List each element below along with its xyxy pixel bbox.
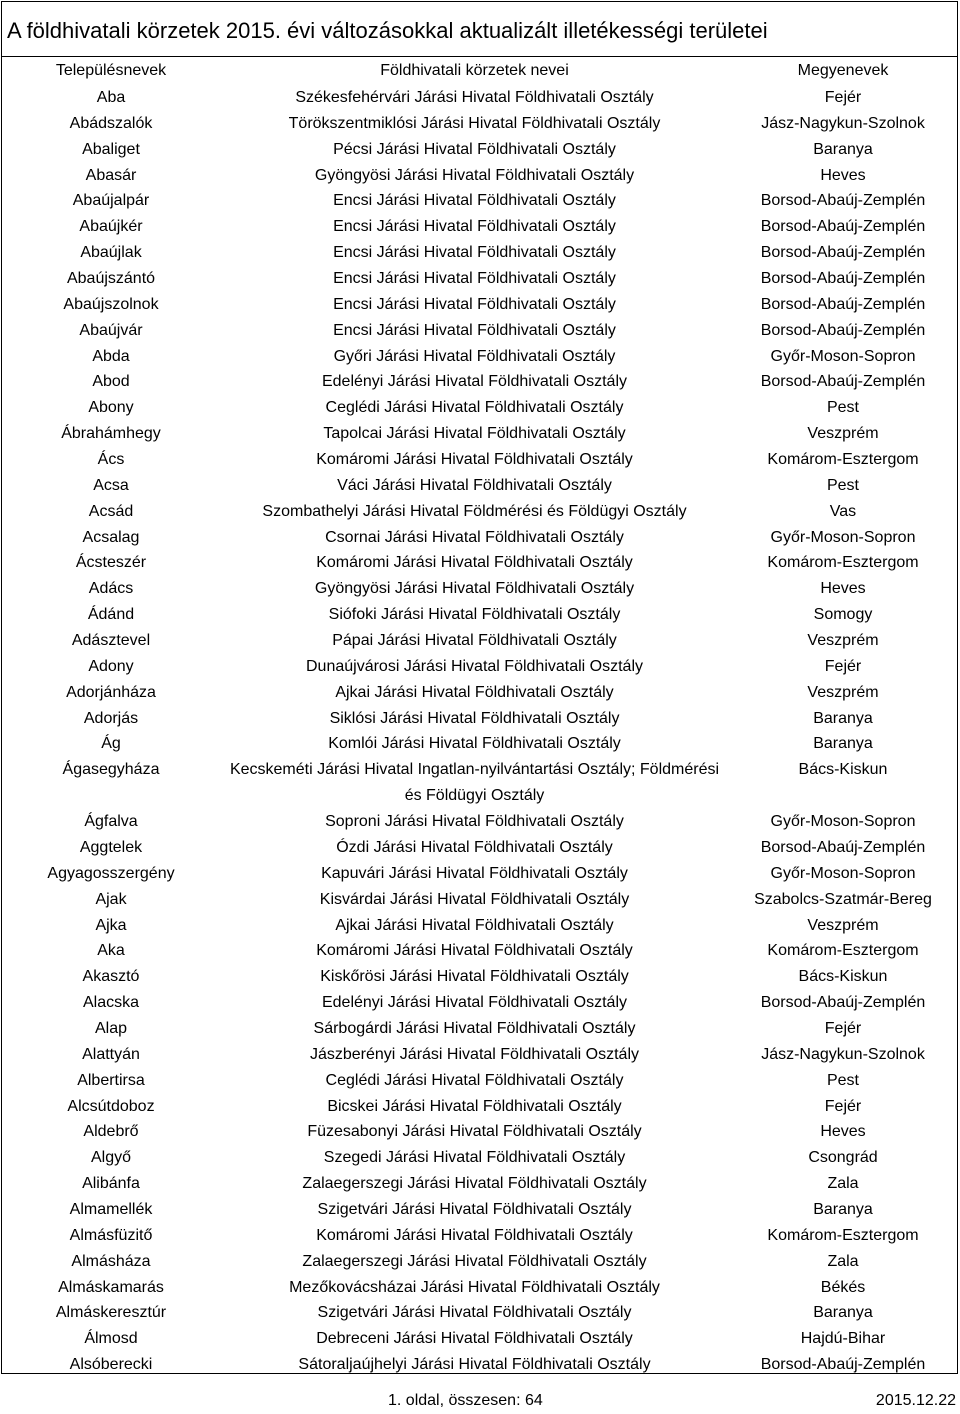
office-cell: Encsi Járási Hivatal Földhivatali Osztály	[333, 321, 616, 339]
settlement-cell: Algyő	[90, 1149, 132, 1167]
office-cell: Dunaújvárosi Járási Hivatal Földhivatali Osztály	[305, 657, 644, 675]
office-cell: Soproni Járási Hivatal Földhivatali Osztály	[325, 813, 624, 831]
settlement-cell: Abaújlak	[80, 244, 142, 262]
table-row	[2, 163, 957, 189]
office-cell: Sárbogárdi Járási Hivatal Földhivatali Osztály	[313, 1019, 636, 1037]
office-cell: Szigetvári Járási Hivatal Földhivatali Osztály	[317, 1200, 632, 1218]
table-body	[2, 85, 957, 1378]
table-row	[2, 757, 957, 809]
table-row	[2, 369, 957, 395]
county-cell: Bács-Kiskun	[798, 761, 888, 779]
office-cell: Zalaegerszegi Járási Hivatal Földhivatali Osztály	[302, 1252, 647, 1270]
table-header-row	[2, 57, 957, 85]
office-cell: Siklósi Járási Hivatal Földhivatali Osztály	[329, 709, 620, 727]
page-footer	[0, 1392, 960, 1414]
office-cell: Komáromi Járási Hivatal Földhivatali Osztály	[316, 942, 633, 960]
table-row	[2, 318, 957, 344]
settlement-cell: Abaújszolnok	[63, 295, 159, 313]
county-cell: Baranya	[813, 1200, 873, 1218]
office-cell: Komáromi Járási Hivatal Földhivatali Osztály	[316, 1226, 633, 1244]
county-cell: Fejér	[824, 1097, 862, 1115]
settlement-cell: Alibánfa	[82, 1175, 140, 1193]
table-row	[2, 525, 957, 551]
table-row	[2, 240, 957, 266]
settlement-cell: Abaújszántó	[66, 270, 156, 288]
table-row	[2, 1068, 957, 1094]
settlement-cell: Abony	[88, 399, 134, 417]
table-row	[2, 1145, 957, 1171]
county-cell: Borsod-Abaúj-Zemplén	[760, 218, 926, 236]
table-row	[2, 1275, 957, 1301]
county-cell: Fejér	[824, 657, 862, 675]
county-cell: Borsod-Abaúj-Zemplén	[760, 994, 926, 1012]
table-row	[2, 602, 957, 628]
settlement-cell: Ádánd	[87, 606, 135, 624]
table-row	[2, 395, 957, 421]
settlement-cell: Ágasegyháza	[62, 761, 160, 779]
county-cell: Komárom-Esztergom	[767, 554, 919, 572]
county-cell: Pest	[826, 476, 859, 494]
county-cell: Borsod-Abaúj-Zemplén	[760, 244, 926, 262]
table-row	[2, 1171, 957, 1197]
table-row	[2, 550, 957, 576]
office-cell: Kiskőrösi Járási Hivatal Földhivatali Osztály	[320, 968, 629, 986]
table-row	[2, 1197, 957, 1223]
header-settlement: Településnevek	[55, 62, 167, 79]
settlement-cell: Abaújvár	[79, 321, 143, 339]
office-cell: Ajkai Járási Hivatal Földhivatali Osztály	[335, 916, 614, 934]
county-cell: Jász-Nagykun-Szolnok	[761, 1045, 925, 1063]
settlement-cell: Alsóberecki	[69, 1356, 153, 1374]
county-cell: Vas	[829, 502, 857, 520]
settlement-cell: Albertirsa	[77, 1071, 145, 1089]
county-cell: Győr-Moson-Sopron	[770, 347, 916, 365]
county-cell: Bács-Kiskun	[798, 968, 888, 986]
table-row	[2, 1326, 957, 1352]
county-cell: Baranya	[813, 1304, 873, 1322]
table-row	[2, 1094, 957, 1120]
county-cell: Hajdú-Bihar	[800, 1330, 886, 1348]
county-cell: Borsod-Abaúj-Zemplén	[760, 321, 926, 339]
office-cell: Kecskeméti Járási Hivatal Ingatlan-nyilvántartási Osztály; Földmérési és Földügyi Osztály	[229, 761, 720, 805]
settlement-cell: Almáskeresztúr	[55, 1304, 167, 1322]
county-cell: Szabolcs-Szatmár-Bereg	[754, 890, 932, 908]
settlement-cell: Ág	[101, 735, 121, 753]
county-cell: Borsod-Abaúj-Zemplén	[760, 295, 926, 313]
table-row	[2, 835, 957, 861]
office-cell: Ceglédi Járási Hivatal Földhivatali Osztály	[325, 1071, 624, 1089]
county-cell: Borsod-Abaúj-Zemplén	[760, 192, 926, 210]
office-cell: Mezőkovácsházai Járási Hivatal Földhivatali Osztály	[289, 1278, 660, 1296]
table-row	[2, 1352, 957, 1378]
settlement-cell: Adács	[88, 580, 134, 598]
county-cell: Zala	[827, 1175, 859, 1193]
settlement-cell: Aba	[96, 89, 126, 106]
office-cell: Szombathelyi Járási Hivatal Földmérési és Földügyi Osztály	[262, 502, 687, 520]
settlement-cell: Adorjánháza	[66, 683, 156, 701]
settlement-cell: Ács	[97, 451, 125, 469]
settlement-cell: Abaújalpár	[72, 192, 150, 210]
table-row	[2, 861, 957, 887]
office-cell: Encsi Járási Hivatal Földhivatali Osztály	[333, 270, 616, 288]
settlement-cell: Abaliget	[82, 140, 140, 158]
county-cell: Heves	[820, 580, 866, 598]
county-cell: Győr-Moson-Sopron	[770, 528, 916, 546]
office-cell: Ceglédi Járási Hivatal Földhivatali Osztály	[325, 399, 624, 417]
table-row	[2, 344, 957, 370]
table-row	[2, 938, 957, 964]
office-cell: Váci Járási Hivatal Földhivatali Osztály	[337, 476, 612, 494]
settlement-cell: Álmosd	[84, 1330, 138, 1348]
table-row	[2, 292, 957, 318]
office-cell: Tapolcai Járási Hivatal Földhivatali Osztály	[323, 425, 626, 443]
county-cell: Pest	[826, 1071, 859, 1089]
office-cell: Edelényi Járási Hivatal Földhivatali Osztály	[321, 373, 627, 391]
settlement-cell: Alacska	[82, 994, 140, 1012]
table-row	[2, 1249, 957, 1275]
page-title: A földhivatali körzetek 2015. évi változásokkal aktualizált illetékességi területei	[2, 2, 957, 57]
county-cell: Komárom-Esztergom	[767, 451, 919, 469]
office-cell: Bicskei Járási Hivatal Földhivatali Osztály	[327, 1097, 622, 1115]
office-cell: Győri Járási Hivatal Földhivatali Osztály	[333, 347, 616, 365]
office-cell: Kisvárdai Járási Hivatal Földhivatali Osztály	[319, 890, 630, 908]
county-cell: Jász-Nagykun-Szolnok	[761, 114, 925, 132]
office-cell: Encsi Járási Hivatal Földhivatali Osztály	[333, 244, 616, 262]
office-cell: Encsi Járási Hivatal Földhivatali Osztály	[333, 218, 616, 236]
settlement-cell: Abasár	[85, 166, 137, 184]
office-cell: Pécsi Járási Hivatal Földhivatali Osztály	[333, 140, 616, 158]
settlement-cell: Acsád	[88, 502, 134, 520]
county-cell: Somogy	[813, 606, 873, 624]
table-row	[2, 628, 957, 654]
county-cell: Veszprém	[807, 683, 879, 701]
table-row	[2, 887, 957, 913]
settlement-cell: Acsa	[93, 476, 129, 494]
settlement-cell: Ajak	[95, 890, 127, 908]
table-row	[2, 499, 957, 525]
table-row	[2, 214, 957, 240]
table-row	[2, 188, 957, 214]
office-cell: Kapuvári Járási Hivatal Földhivatali Osztály	[321, 864, 628, 882]
table-row	[2, 111, 957, 137]
settlement-cell: Abda	[92, 347, 130, 365]
county-cell: Békés	[820, 1278, 866, 1296]
footer-date: 2015.12.22	[875, 1392, 956, 1409]
header-county: Megyenevek	[797, 62, 889, 79]
county-cell: Komárom-Esztergom	[767, 1226, 919, 1244]
office-cell: Jászberényi Járási Hivatal Földhivatali Osztály	[309, 1045, 639, 1063]
table-row	[2, 1300, 957, 1326]
settlement-cell: Almamellék	[69, 1200, 153, 1218]
office-cell: Törökszentmiklósi Járási Hivatal Földhivatali Osztály	[288, 114, 661, 132]
office-cell: Siófoki Járási Hivatal Földhivatali Osztály	[328, 606, 621, 624]
office-cell: Ózdi Járási Hivatal Földhivatali Osztály	[336, 838, 613, 856]
page-number: 1. oldal, összesen: 64	[388, 1392, 543, 1409]
settlement-cell: Ajka	[95, 916, 127, 934]
table-row	[2, 85, 957, 111]
table-row	[2, 137, 957, 163]
table-row	[2, 447, 957, 473]
office-cell: Debreceni Járási Hivatal Földhivatali Osztály	[316, 1330, 633, 1348]
settlement-cell: Alap	[94, 1019, 128, 1037]
county-cell: Győr-Moson-Sopron	[770, 813, 916, 831]
county-cell: Baranya	[813, 140, 873, 158]
table-row	[2, 913, 957, 939]
office-cell: Szigetvári Járási Hivatal Földhivatali Osztály	[317, 1304, 632, 1322]
settlement-cell: Almásháza	[71, 1252, 151, 1270]
table-row	[2, 990, 957, 1016]
office-cell: Komlói Járási Hivatal Földhivatali Osztály	[328, 735, 621, 753]
header-office: Földhivatali körzetek nevei	[380, 62, 569, 79]
settlement-cell: Adony	[88, 657, 134, 675]
county-cell: Baranya	[813, 709, 873, 727]
county-cell: Fejér	[824, 89, 862, 106]
document-sheet	[1, 1, 958, 1374]
settlement-cell: Abod	[92, 373, 130, 391]
county-cell: Baranya	[813, 735, 873, 753]
office-cell: Sátoraljaújhelyi Járási Hivatal Földhivatali Osztály	[298, 1356, 651, 1374]
county-cell: Heves	[820, 166, 866, 184]
settlement-cell: Abaújkér	[79, 218, 143, 236]
settlement-cell: Abádszalók	[69, 114, 153, 132]
settlement-cell: Ágfalva	[84, 813, 138, 831]
county-cell: Veszprém	[807, 425, 879, 443]
table-row	[2, 266, 957, 292]
settlement-cell: Adorjás	[83, 709, 139, 727]
office-cell: Komáromi Járási Hivatal Földhivatali Osztály	[316, 451, 633, 469]
settlement-cell: Alcsútdoboz	[67, 1097, 155, 1115]
settlement-cell: Acsalag	[82, 528, 140, 546]
county-cell: Csongrád	[808, 1149, 878, 1167]
settlement-cell: Almáskamarás	[58, 1278, 164, 1296]
settlement-cell: Almásfüzitő	[69, 1226, 153, 1244]
county-cell: Zala	[827, 1252, 859, 1270]
table-row	[2, 576, 957, 602]
office-cell: Pápai Járási Hivatal Földhivatali Osztály	[332, 632, 617, 650]
table-row	[2, 421, 957, 447]
county-cell: Borsod-Abaúj-Zemplén	[760, 270, 926, 288]
office-cell: Csornai Járási Hivatal Földhivatali Osztály	[325, 528, 624, 546]
settlement-cell: Adásztevel	[71, 632, 151, 650]
office-cell: Encsi Járási Hivatal Földhivatali Osztály	[333, 295, 616, 313]
settlement-cell: Alattyán	[82, 1045, 140, 1063]
county-cell: Fejér	[824, 1019, 862, 1037]
county-cell: Pest	[826, 399, 859, 417]
settlement-cell: Ábrahámhegy	[61, 425, 161, 443]
office-cell: Székesfehérvári Járási Hivatal Földhivatali Osztály	[295, 89, 654, 106]
county-cell: Veszprém	[807, 632, 879, 650]
county-cell: Veszprém	[807, 916, 879, 934]
county-cell: Borsod-Abaúj-Zemplén	[760, 1356, 926, 1374]
table-row	[2, 964, 957, 990]
office-cell: Gyöngyösi Járási Hivatal Földhivatali Osztály	[314, 580, 635, 598]
county-cell: Borsod-Abaúj-Zemplén	[760, 373, 926, 391]
table-row	[2, 706, 957, 732]
settlement-cell: Ácsteszér	[75, 554, 147, 572]
county-cell: Heves	[820, 1123, 866, 1141]
office-cell: Gyöngyösi Járási Hivatal Földhivatali Osztály	[314, 166, 635, 184]
table-row	[2, 1016, 957, 1042]
table-row	[2, 654, 957, 680]
table-row	[2, 1223, 957, 1249]
table-row	[2, 731, 957, 757]
table-row	[2, 680, 957, 706]
settlement-cell: Akasztó	[82, 968, 140, 986]
office-cell: Komáromi Járási Hivatal Földhivatali Osztály	[316, 554, 633, 572]
table-row	[2, 473, 957, 499]
table-row	[2, 1042, 957, 1068]
office-cell: Encsi Járási Hivatal Földhivatali Osztály	[333, 192, 616, 210]
office-cell: Edelényi Járási Hivatal Földhivatali Osztály	[321, 994, 627, 1012]
table-row	[2, 809, 957, 835]
settlement-cell: Aldebrő	[83, 1123, 139, 1141]
office-cell: Szegedi Járási Hivatal Földhivatali Osztály	[323, 1149, 626, 1167]
settlement-cell: Aka	[97, 942, 125, 960]
table-row	[2, 1119, 957, 1145]
county-cell: Komárom-Esztergom	[767, 942, 919, 960]
office-cell: Zalaegerszegi Járási Hivatal Földhivatali Osztály	[302, 1175, 647, 1193]
office-cell: Ajkai Járási Hivatal Földhivatali Osztály	[335, 683, 614, 701]
office-cell: Füzesabonyi Járási Hivatal Földhivatali Osztály	[307, 1123, 642, 1141]
county-cell: Borsod-Abaúj-Zemplén	[760, 838, 926, 856]
settlement-cell: Aggtelek	[79, 838, 143, 856]
county-cell: Győr-Moson-Sopron	[770, 864, 916, 882]
settlement-cell: Agyagosszergény	[47, 864, 175, 882]
